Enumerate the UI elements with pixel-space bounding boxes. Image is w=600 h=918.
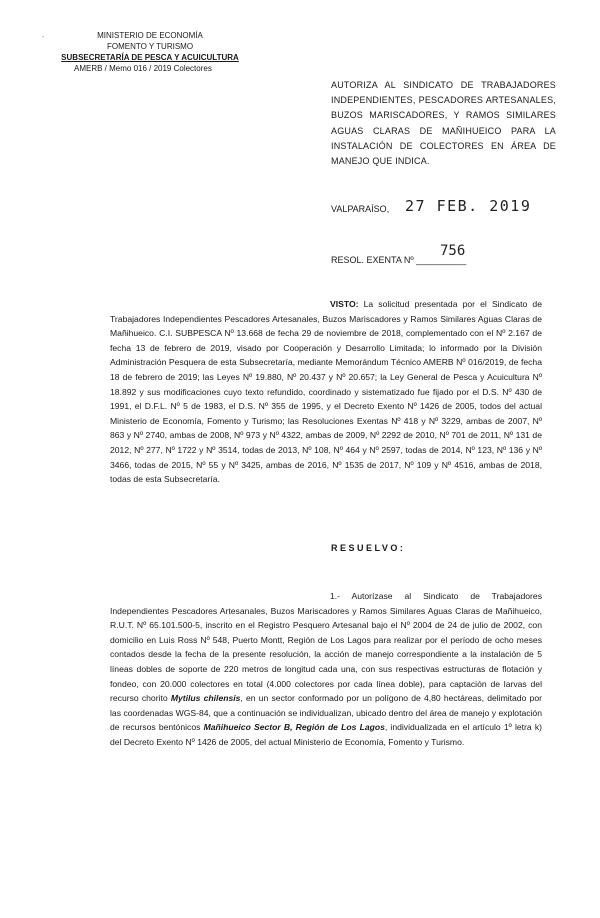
ministry-subtitle: FOMENTO Y TURISMO	[106, 42, 194, 51]
margin-mark: -	[42, 34, 45, 41]
visto-label: VISTO:	[330, 299, 359, 309]
place-label: VALPARAÍSO,	[331, 204, 390, 214]
visto-paragraph	[110, 297, 542, 487]
management-area-name: Mañihueico Sector B, Región de Los Lagos	[203, 722, 385, 733]
article-1-paragraph	[110, 589, 542, 750]
ministry-name: MINISTERIO DE ECONOMÍA	[97, 31, 203, 40]
memo-reference: AMERB / Memo 016 / 2019 Colectores	[74, 64, 212, 73]
letterhead	[50, 30, 250, 74]
resolution-title: AUTORIZA AL SINDICATO DE TRABAJADORES INDEPENDIENTES, PESCADORES ARTESANALES, BUZOS MARISCADORES, Y RAMOS SIMILARES AGUAS CLARAS DE MAÑIHUEICO PARA LA INSTALACIÓN DE COLECTORES EN ÁREA DE MANEJO QUE INDICA.	[331, 80, 556, 167]
article-1-text-b: , en un sector conformado por un polígono de 4,80 hectáreas, delimitado por las coordenadas WGS-84, que a continuación se individualizan, ubicado dentro del área de manejo y explotación de recursos bentónicos	[110, 693, 542, 733]
species-name: Mytilus chilensis	[170, 693, 241, 704]
resolution-number: 756	[440, 243, 466, 259]
resuelvo-heading: RESUELVO:	[331, 543, 406, 553]
resolution-label: RESOL. EXENTA Nº __________	[331, 255, 467, 265]
article-1-text-c: , individualizada en el artículo 1º letra k) del Decreto Exento Nº 1426 de 2005, del actual Ministerio de Economía, Fomento y Turismo.	[110, 722, 542, 747]
article-1-text-a: 1.- Autorízase al Sindicato de Trabajadores Independientes Pescadores Artesanales, Buzos Mariscadores y Ramos Similares Aguas Claras de Mañihueico, R.U.T. Nº 65.101.500-5, inscrito en el Registro Pesquero Artesanal bajo el Nº 2004 de 24 de julio de 2002, con domicilio en Luis Ross Nº 548, Puerto Montt, Región de Los Lagos para realizar por el período de ocho meses contados desde la fecha de la presente resolución, la acción de manejo correspondiente a la instalación de 5 líneas dobles de soporte de 220 metros de longitud cada una, con sus respectivas estructuras de flotación y fondeo, con 20.000 colectores en total (4.000 colectores por cada línea doble), para captación de larvas del recurso chorito	[110, 591, 542, 704]
subsecretariat-name: SUBSECRETARÍA DE PESCA Y ACUICULTURA	[61, 53, 239, 62]
date-stamp: 27 FEB. 2019	[405, 197, 532, 215]
visto-text: La solicitud presentada por el Sindicato de Trabajadores Independientes Pescadores Artesanales, Buzos Mariscadores y Ramos Similares Aguas Claras de Mañihueico. C.I. SUBPESCA Nº 13.668 de fecha 29 de noviembre de 2018, complementado con el Nº 2.167 de fecha 13 de febrero de 2019, visado por Cooperación y Desarrollo Limitada; lo informado por la División Administración Pesquera de esta Subsecretaría, mediante Memorándum Técnico AMERB Nº 016/2019, de fecha 18 de febrero de 2019; las Leyes Nº 19.880, Nº 20.437 y Nº 20.657; la Ley General de Pesca y Acuicultura Nº 18.892 y sus modificaciones cuyo texto refundido, coordinado y sistematizado fue fijado por el D.S. Nº 430 de 1991, el D.F.L. Nº 5 de 1983, el D.S. Nº 355 de 1995, y el Decreto Exento Nº 1426 de 2005, todos del actual Ministerio de Economía, Fomento y Turismo; las Resoluciones Exentas Nº 418 y Nº 3229, ambas de 2007, Nº 863 y Nº 2740, ambas de 2008, Nº 973 y Nº 4322, ambas de 2009, Nº 2292 de 2010, Nº 701 de 2011, Nº 131 de 2012, Nº 277, Nº 1722 y Nº 3514, todas de 2013, Nº 108, Nº 464 y Nº 2597, todas de 2014, Nº 123, Nº 136 y Nº 3466, todas de 2015, Nº 55 y Nº 3425, ambas de 2016, Nº 1535 de 2017, Nº 109 y Nº 4516, ambas de 2018, todas de esta Subsecretaría.	[110, 299, 542, 485]
